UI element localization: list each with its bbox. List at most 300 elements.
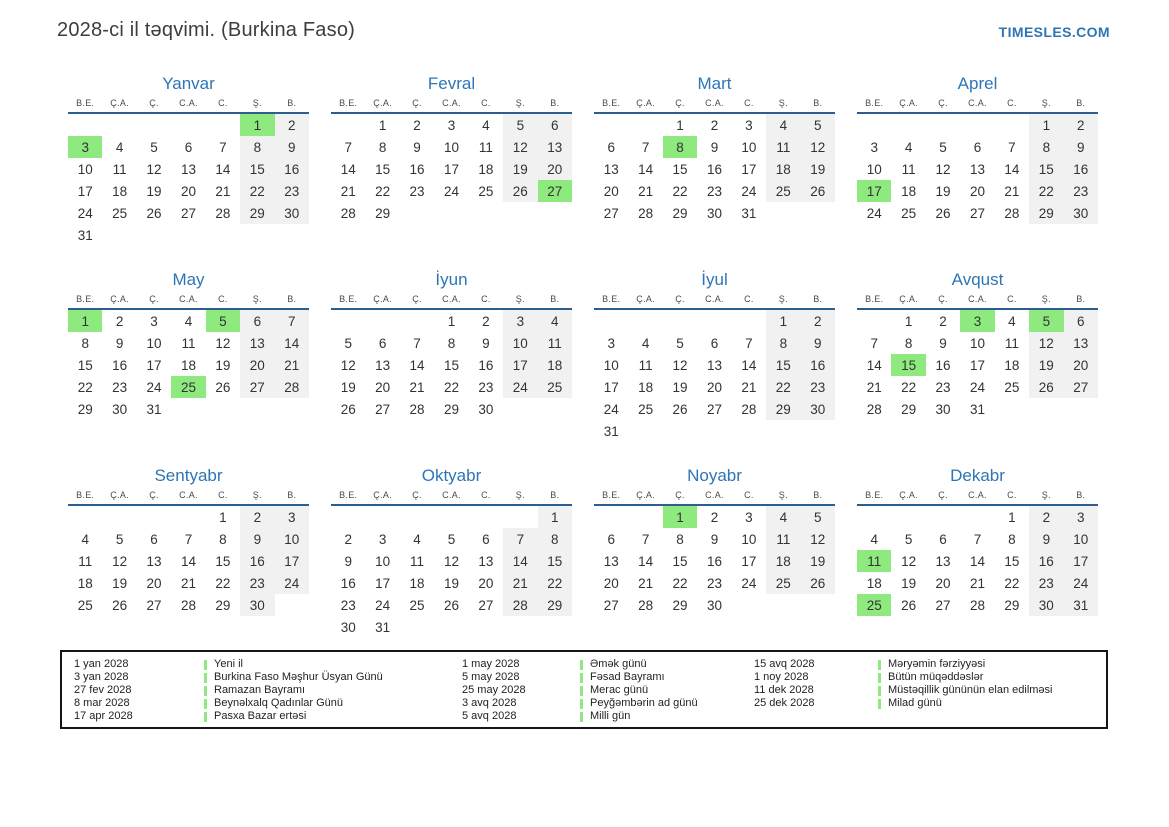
day-cell-empty [331,309,365,332]
legend-holiday-name: Məryəmin fərziyyəsi [888,658,986,670]
day-cell: 18 [112,183,128,199]
day-cell: 29 [672,205,688,221]
weekday-header: B.E. [339,490,358,500]
weekday-header: Ç. [149,490,159,500]
legend-holiday-name: Fəsad Bayramı [590,671,665,683]
day-cell: 2 [344,531,352,547]
day-cell: 19 [801,550,835,572]
day-cell: 10 [1064,528,1098,550]
day-cell-empty [538,398,572,420]
week-row [594,180,835,202]
day-cell: 8 [676,531,684,547]
day-cell-empty [1064,398,1098,420]
day-cell: 19 [215,357,231,373]
weekday-header: B.E. [602,98,621,108]
day-cell: 6 [240,309,274,332]
day-cell: 14 [180,553,196,569]
weekday-header-row [68,294,309,309]
day-cell: 20 [538,158,572,180]
weekday-header: C.A. [179,294,198,304]
day-cell: 17 [969,357,985,373]
day-cell: 14 [638,161,654,177]
day-cell: 17 [375,575,391,591]
weekday-header: Ş. [778,490,788,500]
weekday-header: B. [1076,490,1086,500]
day-cell: 30 [340,619,356,635]
day-cell: 21 [638,575,654,591]
week-row [331,332,572,354]
day-cell-empty [766,420,800,442]
weekday-header: C. [481,294,491,304]
weekday-header: Ç. [675,98,685,108]
day-cell: 10 [443,139,459,155]
holiday-marker-icon [580,660,583,670]
day-cell: 11 [1004,335,1019,351]
month-table [594,490,835,616]
day-cell-empty [697,420,731,442]
month-title: Sentyabr [154,466,223,485]
day-cell: 25 [766,572,800,594]
weekday-header: C.A. [179,98,198,108]
week-row [857,398,1098,420]
day-cell: 1 [219,509,227,525]
week-row [594,202,835,224]
week-row [594,505,835,528]
week-row [594,550,835,572]
weekday-header: C. [744,294,754,304]
day-cell: 5 [344,335,352,351]
day-cell-empty [469,505,503,528]
weekday-header: Ş. [778,98,788,108]
month-table [857,98,1098,224]
legend-date: 1 yan 2028 [74,658,129,670]
day-cell: 24 [741,183,757,199]
day-cell: 24 [146,379,162,395]
week-row [857,572,1098,594]
day-cell: 16 [801,354,835,376]
day-cell: 4 [1008,313,1016,329]
day-cell: 5 [939,139,947,155]
weekday-header: Ş. [515,98,525,108]
weekday-header: B. [550,98,560,108]
month-table-body [857,113,1098,224]
day-cell: 24 [503,376,537,398]
day-cell: 23 [478,379,494,395]
month-table [331,490,572,638]
legend-holiday-name: Merac günü [590,684,649,696]
day-cell: 15 [240,158,274,180]
day-cell: 20 [180,183,196,199]
week-row [68,332,309,354]
day-cell: 10 [275,528,309,550]
day-cell: 10 [741,531,757,547]
day-cell: 5 [503,113,537,136]
day-cell: 23 [240,572,274,594]
day-cell: 19 [146,183,162,199]
weekday-header: B. [287,490,297,500]
day-cell: 27 [603,597,619,613]
day-cell: 24 [866,205,882,221]
day-cell: 7 [275,309,309,332]
legend-item [74,658,462,671]
day-cell: 3 [745,117,753,133]
day-cell: 21 [741,379,757,395]
day-cell: 29 [1029,202,1063,224]
day-cell: 5 [904,531,913,547]
legend-column [462,658,754,723]
month-block [857,72,1098,252]
legend-column [754,658,1106,710]
day-cell-empty [137,505,171,528]
day-cell: 19 [801,158,835,180]
legend-holiday-name: Milli gün [590,710,631,722]
day-cell: 12 [935,161,951,177]
day-cell: 11 [181,335,196,351]
day-cell: 20 [969,183,985,199]
day-cell: 31 [603,423,619,439]
day-cell: 14 [1004,161,1020,177]
day-cell: 2 [482,313,490,329]
day-cell: 29 [375,205,391,221]
week-row [594,332,835,354]
day-cell: 16 [706,161,722,177]
weekday-header: Ç.A. [636,98,655,108]
day-cell-empty [697,309,731,332]
day-cell: 25 [112,205,128,221]
day-cell: 14 [741,357,757,373]
day-cell: 19 [901,575,917,591]
day-cell: 7 [1008,139,1016,155]
week-row [68,136,309,158]
day-cell: 15 [375,161,391,177]
month-title: Avqust [951,270,1004,289]
day-cell-empty [628,309,662,332]
day-cell-empty [766,202,800,224]
day-cell: 20 [603,575,619,591]
day-cell: 28 [215,205,231,221]
weekday-header: Ş. [252,490,262,500]
day-cell: 13 [240,332,274,354]
day-cell: 2 [115,313,124,329]
weekday-header: Ç.A. [636,294,655,304]
day-cell: 21 [275,354,309,376]
weekday-header-row [68,98,309,113]
weekday-header: Ç. [675,490,685,500]
day-cell: 7 [503,528,537,550]
day-cell: 28 [638,205,654,221]
day-cell: 21 [180,575,196,591]
month-table-head [594,294,835,309]
day-cell: 19 [935,183,951,199]
week-row [68,376,309,398]
day-cell-empty [206,224,240,246]
day-cell: 1 [1008,509,1016,525]
week-row [857,550,1098,572]
day-cell: 8 [766,332,800,354]
day-cell: 27 [146,597,162,613]
legend-date: 5 avq 2028 [462,710,517,722]
day-cell: 24 [443,183,459,199]
week-row [68,528,309,550]
legend-date: 25 dek 2028 [754,697,815,709]
weekday-header: C.A. [705,490,724,500]
week-row [857,180,1098,202]
day-cell: 28 [1004,205,1020,221]
day-cell: 11 [901,161,916,177]
day-cell: 27 [706,401,722,417]
day-cell: 1 [904,313,913,329]
day-cell: 6 [939,531,947,547]
weekday-header: B.E. [76,98,95,108]
weekday-header: C. [481,490,491,500]
day-cell: 6 [378,335,387,351]
weekday-header: B.E. [602,294,621,304]
week-row [857,376,1098,398]
day-cell: 7 [973,531,982,547]
day-cell: 27 [538,180,572,202]
week-row [857,505,1098,528]
weekday-header: Ç.A. [899,490,918,500]
day-cell: 15 [443,357,459,373]
day-cell: 3 [745,509,753,525]
holiday-marker-icon [204,712,207,722]
day-cell: 8 [1029,136,1063,158]
day-cell: 7 [641,531,650,547]
week-row [68,224,309,246]
day-cell: 9 [801,332,835,354]
day-cell: 22 [672,183,688,199]
day-cell: 6 [607,139,615,155]
day-cell: 1 [447,313,456,329]
holiday-marker-icon [580,699,583,709]
day-cell: 24 [1064,572,1098,594]
day-cell: 2 [1029,505,1063,528]
weekday-header: C.A. [442,294,461,304]
day-cell-empty [206,398,240,420]
day-cell: 27 [478,597,494,613]
day-cell: 8 [447,335,456,351]
day-cell: 17 [77,183,93,199]
day-cell: 15 [891,354,925,376]
month-table-body [857,309,1098,420]
weekday-header: C. [218,98,228,108]
day-cell: 4 [870,531,878,547]
weekday-header: B.E. [339,98,358,108]
week-row [68,594,309,616]
week-row [331,158,572,180]
day-cell: 13 [538,136,572,158]
month-table [857,490,1098,616]
day-cell: 15 [538,550,572,572]
day-cell: 26 [503,180,537,202]
day-cell: 8 [538,528,572,550]
day-cell: 26 [340,401,356,417]
day-cell: 18 [866,575,882,591]
week-row [68,180,309,202]
day-cell: 21 [409,379,425,395]
week-row [594,309,835,332]
day-cell: 22 [538,572,572,594]
week-row [331,113,572,136]
week-row [68,158,309,180]
day-cell-empty [926,113,960,136]
week-row [594,398,835,420]
month-block [594,464,835,644]
day-cell: 5 [801,113,835,136]
day-cell-empty [400,505,434,528]
month-block [857,464,1098,644]
day-cell: 25 [1004,379,1020,395]
legend-holiday-name: Əmək günü [590,658,647,670]
day-cell: 21 [969,575,985,591]
weekday-header: Ç. [412,490,422,500]
month-block [594,268,835,448]
day-cell: 2 [710,509,719,525]
day-cell: 9 [710,139,719,155]
day-cell-empty [171,398,205,420]
month-table-head [594,98,835,113]
weekday-header: B. [550,294,560,304]
day-cell: 30 [478,401,494,417]
month-table [857,294,1098,420]
day-cell: 23 [935,379,951,395]
day-cell: 1 [766,309,800,332]
week-row [857,594,1098,616]
day-cell: 15 [77,357,93,373]
day-cell: 30 [706,597,722,613]
legend-date: 15 avq 2028 [754,658,815,670]
day-cell: 6 [150,531,158,547]
day-cell: 19 [443,575,459,591]
day-cell: 28 [741,401,757,417]
weekday-header-row [857,294,1098,309]
day-cell: 7 [184,531,193,547]
day-cell-empty [137,113,171,136]
day-cell: 15 [1004,553,1020,569]
month-table-body [331,309,572,420]
day-cell-empty [801,420,835,442]
day-cell: 26 [215,379,231,395]
day-cell: 7 [344,139,352,155]
legend-item [74,671,462,684]
day-cell: 16 [340,575,356,591]
day-cell: 17 [741,553,757,569]
month-title: Fevral [427,74,476,93]
day-cell-empty [68,113,102,136]
day-cell: 6 [710,335,719,351]
holiday-marker-icon [580,673,583,683]
day-cell-empty [960,113,994,136]
day-cell: 1 [1029,113,1063,136]
day-cell: 31 [375,619,391,635]
day-cell: 26 [146,205,162,221]
day-cell: 11 [766,528,800,550]
holiday-marker-icon [878,699,881,709]
day-cell-empty [503,398,537,420]
week-row [331,398,572,420]
day-cell: 11 [857,550,891,572]
day-cell: 17 [857,180,891,202]
weekday-header-row [594,98,835,113]
day-cell: 23 [112,379,128,395]
day-cell: 29 [901,401,917,417]
holiday-marker-icon [580,712,583,722]
day-cell: 8 [219,531,227,547]
day-cell: 12 [1029,332,1063,354]
day-cell: 17 [503,354,537,376]
day-cell-empty [434,505,468,528]
day-cell: 8 [904,335,913,351]
legend-item [74,684,462,697]
weekday-header: C. [1007,490,1017,500]
weekday-header: Ç. [412,98,422,108]
day-cell: 14 [215,161,231,177]
weekday-header: Ç. [412,294,422,304]
day-cell: 2 [710,117,719,133]
day-cell: 27 [375,401,391,417]
weekday-header: B. [287,294,297,304]
week-row [857,332,1098,354]
day-cell: 26 [1029,376,1063,398]
weekday-header: Ç.A. [110,294,129,304]
day-cell: 6 [1064,309,1098,332]
day-cell: 15 [672,553,688,569]
day-cell: 16 [409,161,425,177]
weekday-header: B. [550,490,560,500]
day-cell: 13 [706,357,722,373]
month-table [594,294,835,442]
holiday-marker-icon [204,699,207,709]
day-cell: 17 [275,550,309,572]
weekday-header: B. [813,490,823,500]
month-table-body [594,505,835,616]
day-cell: 25 [857,594,891,616]
day-cell: 5 [447,531,456,547]
day-cell: 22 [240,180,274,202]
day-cell: 25 [901,205,917,221]
day-cell: 18 [478,161,494,177]
weekday-header: Ş. [1041,98,1051,108]
day-cell: 14 [638,553,654,569]
day-cell: 11 [538,332,572,354]
weekday-header: Ç.A. [110,98,129,108]
day-cell: 2 [801,309,835,332]
legend-holiday-name: Beynəlxalq Qadınlar Günü [214,697,344,709]
day-cell-empty [503,505,537,528]
day-cell: 8 [1008,531,1016,547]
month-block [857,268,1098,448]
day-cell: 4 [81,531,89,547]
day-cell: 13 [935,553,951,569]
weekday-header: Ç.A. [373,490,392,500]
day-cell-empty [801,202,835,224]
weekday-header: Ç. [938,490,948,500]
day-cell: 29 [1004,597,1020,613]
day-cell: 4 [184,313,193,329]
day-cell: 7 [413,335,421,351]
legend-holiday-name: Burkina Faso Məşhur Üsyan Günü [214,671,383,683]
legend-holiday-name: Milad günü [888,697,942,709]
day-cell-empty [102,224,136,246]
weekday-header: Ç.A. [373,98,392,108]
day-cell-empty [275,398,309,420]
weekday-header: B.E. [602,490,621,500]
day-cell: 9 [1029,528,1063,550]
site-link[interactable]: TIMESLES.COM [998,24,1110,40]
week-row [331,202,572,224]
day-cell: 12 [443,553,459,569]
week-row [331,354,572,376]
